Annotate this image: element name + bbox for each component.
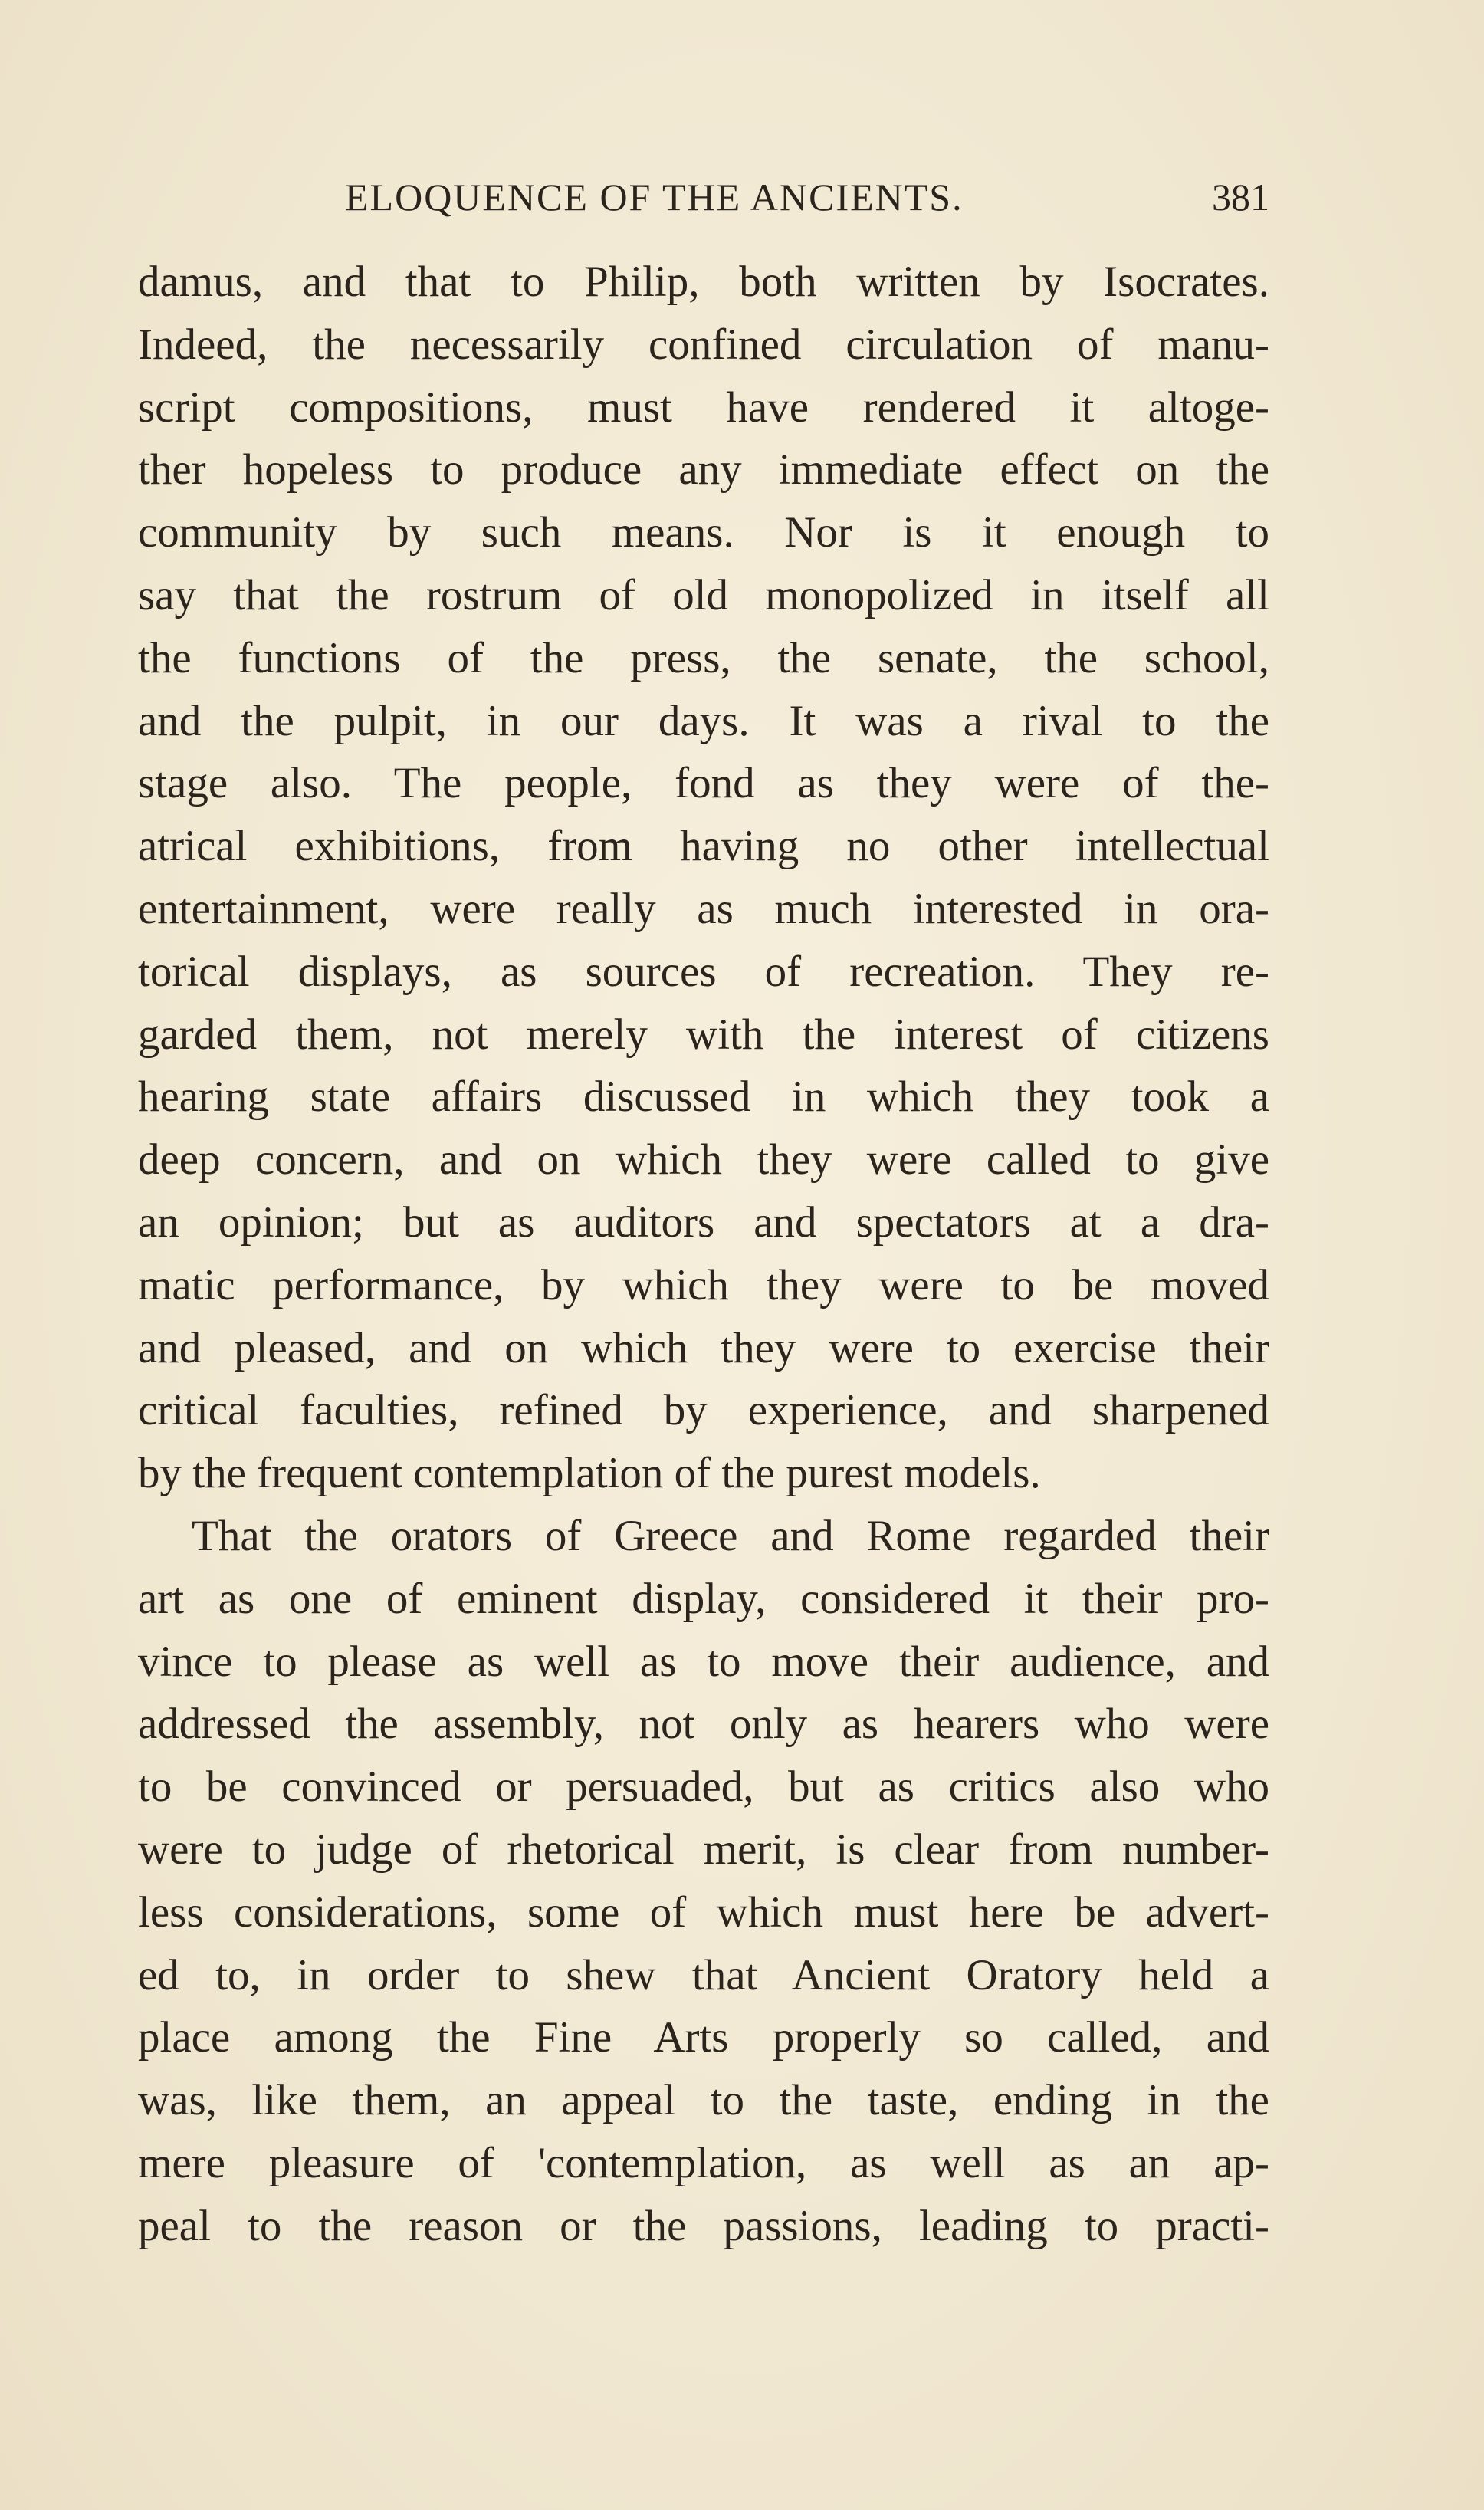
page-number: 381: [1212, 176, 1269, 218]
text-line: say that the rostrum of old monopolized in itself all: [138, 570, 1269, 619]
text-line: ther hopeless to produce any immediate effect on the: [138, 445, 1269, 494]
text-line: hearing state affairs discussed in which they took a: [138, 1073, 1269, 1122]
text-line: peal to the reason or the passions, leading to practi-: [138, 2201, 1269, 2250]
text-line: was, like them, an appeal to the taste, ending in the: [138, 2076, 1269, 2125]
body-text: [138, 251, 1269, 2258]
text-line: an opinion; but as auditors and spectators at a dra-: [138, 1198, 1269, 1247]
text-line: and pleased, and on which they were to exercise their: [138, 1323, 1269, 1372]
text-line: garded them, not merely with the interest of citizens: [138, 1010, 1269, 1059]
text-line: atrical exhibitions, from having no other intellectual: [138, 822, 1269, 871]
text-line: and the pulpit, in our days. It was a rival to the: [138, 696, 1269, 745]
text-line: mere pleasure of 'contemplation, as well as an ap-: [138, 2138, 1269, 2187]
text-line: art as one of eminent display, considered it their pro-: [138, 1574, 1269, 1623]
text-line: torical displays, as sources of recreation. They re-: [138, 947, 1269, 996]
running-head: ELOQUENCE OF THE ANCIENTS.: [345, 176, 964, 218]
text-line: addressed the assembly, not only as hearers who were: [138, 1700, 1269, 1749]
text-line: matic performance, by which they were to be moved: [138, 1260, 1269, 1309]
text-line: ed to, in order to shew that Ancient Oratory held a: [138, 1950, 1269, 1999]
text-line: vince to please as well as to move their audience, and: [138, 1637, 1269, 1686]
text-line: damus, and that to Philip, both written by Isocrates.: [138, 258, 1269, 306]
text-line: stage also. The people, fond as they were of the-: [138, 759, 1269, 808]
paragraph-last-line: by the frequent contemplation of the purest models.: [138, 1449, 1041, 1498]
text-line: to be convinced or persuaded, but as critics also who: [138, 1763, 1269, 1812]
text-line: script compositions, must have rendered it altoge-: [138, 383, 1269, 432]
text-line: were to judge of rhetorical merit, is clear from number-: [138, 1825, 1269, 1874]
page-header: [138, 170, 1269, 224]
text-line: critical faculties, refined by experience, and sharpened: [138, 1386, 1269, 1435]
text-line: community by such means. Nor is it enough to: [138, 508, 1269, 557]
text-line: place among the Fine Arts properly so called, and: [138, 2013, 1269, 2062]
text-line: deep concern, and on which they were called to give: [138, 1135, 1269, 1184]
text-line: Indeed, the necessarily confined circulation of manu-: [138, 320, 1269, 369]
text-line: the functions of the press, the senate, the school,: [138, 633, 1269, 682]
text-line: entertainment, were really as much interested in ora-: [138, 884, 1269, 933]
paragraph-first-line: That the orators of Greece and Rome regarded their: [192, 1511, 1269, 1560]
text-line: less considerations, some of which must here be advert-: [138, 1887, 1269, 1937]
